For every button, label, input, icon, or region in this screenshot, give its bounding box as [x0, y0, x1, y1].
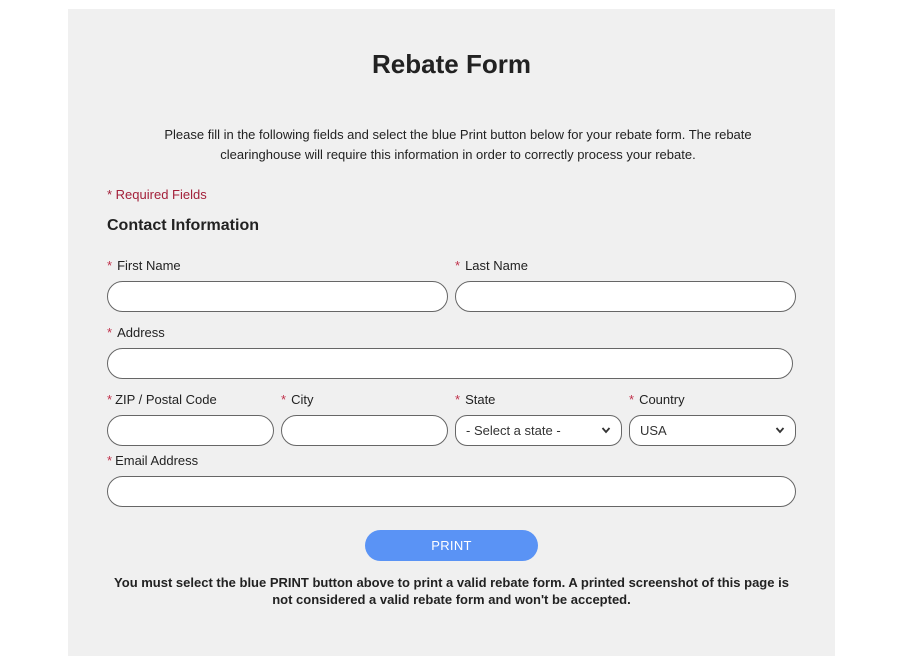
- page-title: Rebate Form: [372, 49, 531, 79]
- required-star: *: [107, 325, 113, 340]
- zip-label-text: ZIP / Postal Code: [115, 392, 217, 407]
- country-label: [629, 392, 685, 407]
- last-name-field[interactable]: [455, 281, 796, 312]
- address-label: [107, 325, 165, 340]
- required-star: *: [107, 392, 113, 407]
- email-field[interactable]: [107, 476, 796, 507]
- country-label-text: Country: [639, 392, 685, 407]
- state-select[interactable]: [455, 415, 622, 446]
- address-field[interactable]: [107, 348, 793, 379]
- email-label-text: Email Address: [115, 453, 199, 468]
- section-title-contact: Contact Information: [107, 217, 259, 234]
- print-warning-note: You must select the blue PRINT button above to print a valid rebate form. A printed screenshot of this page is not considered a valid rebate form and won't be accepted.: [114, 575, 789, 607]
- email-label: [107, 453, 198, 468]
- required-fields-note: * Required Fields: [107, 187, 207, 202]
- chevron-down-icon: [601, 416, 611, 457]
- zip-label: [107, 392, 217, 407]
- required-star: *: [455, 392, 461, 407]
- last-name-label-text: Last Name: [465, 258, 528, 273]
- chevron-down-icon: [775, 416, 785, 457]
- city-input[interactable]: [282, 416, 447, 445]
- required-star: *: [107, 453, 113, 468]
- city-label-text: City: [291, 392, 314, 407]
- last-name-input[interactable]: [456, 282, 795, 311]
- address-input[interactable]: [108, 349, 792, 378]
- zip-field[interactable]: [107, 415, 274, 446]
- required-star: *: [281, 392, 287, 407]
- first-name-label: [107, 258, 181, 273]
- last-name-label: [455, 258, 528, 273]
- country-selected-value: USA: [640, 423, 667, 438]
- required-star: *: [107, 258, 113, 273]
- first-name-field[interactable]: [107, 281, 448, 312]
- zip-input[interactable]: [108, 416, 273, 445]
- state-selected-value: - Select a state -: [466, 423, 561, 438]
- address-label-text: Address: [117, 325, 165, 340]
- print-button[interactable]: PRINT: [365, 530, 538, 561]
- state-label: [455, 392, 495, 407]
- country-select[interactable]: [629, 415, 796, 446]
- state-label-text: State: [465, 392, 496, 407]
- required-star: *: [629, 392, 635, 407]
- rebate-form-panel: [68, 9, 835, 656]
- first-name-input[interactable]: [108, 282, 447, 311]
- city-field[interactable]: [281, 415, 448, 446]
- required-star: *: [455, 258, 461, 273]
- email-input[interactable]: [108, 477, 795, 506]
- first-name-label-text: First Name: [117, 258, 181, 273]
- intro-text: Please fill in the following fields and select the blue Print button below for your rebate form. The rebate clearinghouse will require this information in order to correctly process your rebate.: [164, 127, 752, 162]
- city-label: [281, 392, 313, 407]
